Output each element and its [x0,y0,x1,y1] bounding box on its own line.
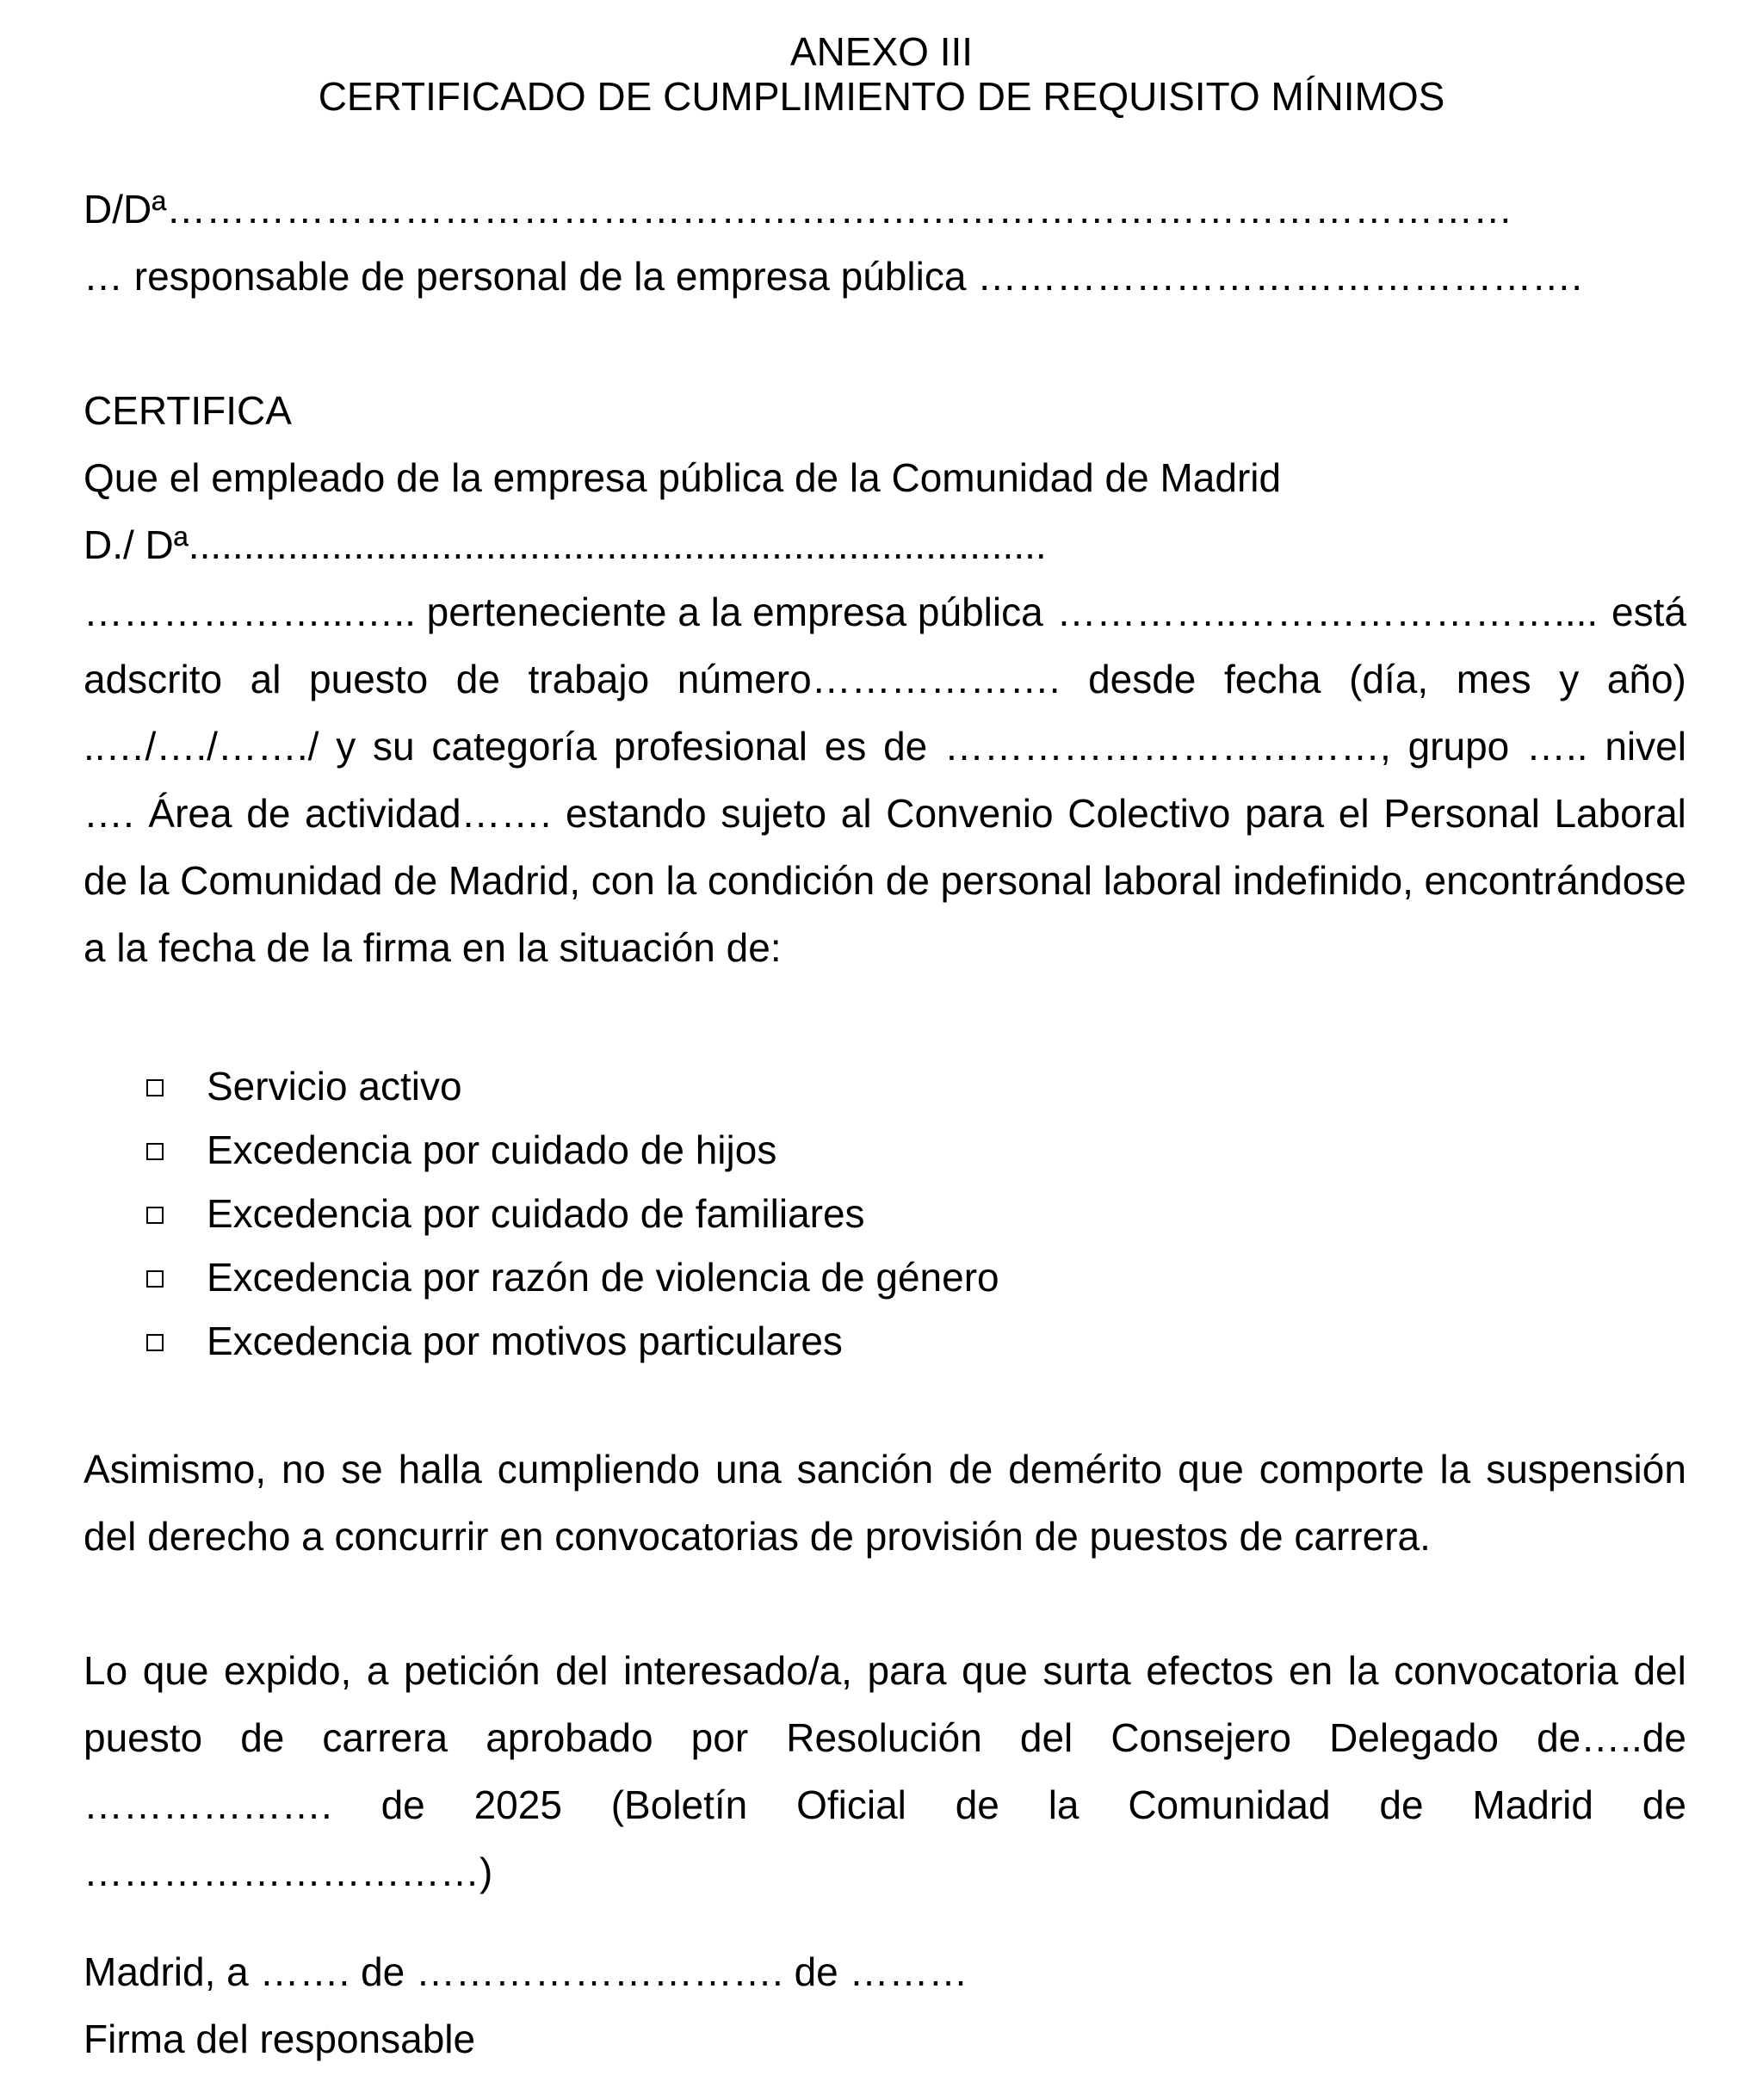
word: petición [403,1648,541,1693]
option-label: Servicio activo [207,1064,462,1109]
word: de [1642,1782,1686,1827]
word: el [1338,791,1370,836]
word: que [1178,1447,1244,1492]
word: Laboral [1554,791,1686,836]
word: ……………………………, [944,724,1391,769]
word: para [867,1648,947,1693]
word: Personal [1383,791,1540,836]
word: del [1019,1715,1073,1760]
body-line-2 [84,645,1686,713]
word: la [1347,1648,1379,1693]
body-line-4 [84,780,1686,847]
word: ….. [1526,724,1588,769]
word: de [455,657,500,701]
word: interesado/a, [623,1648,852,1693]
word: de [380,1782,425,1827]
word: es [824,724,867,769]
word: (día, [1349,657,1429,701]
word: 2025 [473,1782,562,1827]
word: (Boletín [610,1782,748,1827]
checkbox-icon[interactable] [146,1270,164,1288]
word: Asimismo, [84,1447,267,1492]
word: demérito [1008,1447,1163,1492]
word: estando [566,791,707,836]
body-line-5 [84,847,1686,914]
word: Delegado [1329,1715,1499,1760]
option-servicio-activo[interactable] [146,1060,462,1112]
expido-line-3 [84,1771,1686,1838]
word: mes [1456,657,1531,701]
word: Oficial [796,1782,906,1827]
expido-line-4: …………………………) [84,1850,493,1894]
option-label: Excedencia por cuidado de familiares [207,1191,865,1236]
responsible-company-line: … responsable de personal de la empresa pública ………………………………………. [84,254,1582,299]
option-label: Excedencia por razón de violencia de género [207,1255,999,1300]
word: grupo [1407,724,1510,769]
word: categoría [431,724,597,769]
word: para [1245,791,1325,836]
word: y [336,724,356,769]
word: de [240,1715,285,1760]
word: …………..…………………….... [1056,590,1599,634]
word: y [1559,657,1580,701]
word: indefinido, [1233,858,1413,903]
document-title: CERTIFICADO DE CUMPLIMIENTO DE REQUISITO MÍNIMOS [318,74,1445,119]
word: efectos [1146,1648,1274,1693]
word: Resolución [786,1715,982,1760]
word: trabajo [528,657,650,701]
word: al [250,657,281,701]
word: que [142,1648,209,1693]
word: de [84,858,128,903]
certifica-heading: CERTIFICA [84,388,292,433]
word: Consejero [1110,1715,1291,1760]
word: de [393,858,438,903]
body-line-3 [84,713,1686,780]
word: no [281,1447,326,1492]
word: ..…/…./……./ [84,724,319,769]
word: halla [398,1447,482,1492]
body-line-6: a la fecha de la firma en la situación de: [84,925,782,970]
asimismo-line-2: del derecho a concurrir en convocatorias de provisión de puestos de carrera. [84,1514,1431,1559]
word: personal [940,858,1092,903]
option-label: Excedencia por motivos particulares [207,1319,843,1363]
word: que [962,1648,1028,1693]
word: sanción [796,1447,934,1492]
checkbox-icon[interactable] [146,1334,164,1351]
word: su [373,724,415,769]
asimismo-line-1 [84,1436,1686,1503]
word: de [949,1447,993,1492]
expido-line-2 [84,1704,1686,1771]
word: con [591,858,655,903]
word: convocatoria [1394,1648,1618,1693]
checkbox-icon[interactable] [146,1143,164,1160]
annex-heading: ANEXO III [789,29,974,74]
word: Madrid, [448,858,581,903]
word: Madrid [1472,1782,1593,1827]
checkbox-icon[interactable] [146,1079,164,1096]
word: suspensión [1486,1447,1686,1492]
word: la [1439,1447,1471,1492]
option-excedencia-hijos[interactable] [146,1124,776,1176]
word: año) [1606,657,1686,701]
word: una [714,1447,782,1492]
word: fecha [1223,657,1321,701]
expido-line-1 [84,1637,1686,1704]
word: se [341,1447,383,1492]
word: a [366,1648,389,1693]
word: desde [1088,657,1197,701]
word: del [1633,1648,1686,1693]
word: la [665,858,697,903]
word: de [883,724,928,769]
option-excedencia-particulares[interactable] [146,1315,843,1367]
word: de [955,1782,999,1827]
word: laboral [1103,858,1222,903]
word: ………………...….. perteneciente a la empresa pública [84,590,1043,634]
responsible-name-line: D/Dª………………………………………………………………………………………… [84,187,1513,232]
word: número………………. [677,657,1061,701]
word: Convenio [886,791,1054,836]
word: actividad……. [305,791,552,836]
word: por [690,1715,749,1760]
word: puesto [309,657,429,701]
word: …. [84,791,134,836]
word: la [1048,1782,1079,1827]
employee-name-line: D./ Dª.............................................................................. [84,522,1047,567]
word: Área [148,791,232,836]
word: adscrito [84,657,223,701]
word: nivel [1605,724,1686,769]
word: Colectivo [1067,791,1231,836]
word: aprobado [486,1715,653,1760]
word: la [138,858,170,903]
word: Comunidad [1128,1782,1331,1827]
word: ………………. [84,1782,332,1827]
checkbox-icon[interactable] [146,1207,164,1224]
word: de [885,858,930,903]
word: cumpliendo [497,1447,701,1492]
body-line-1 [84,578,1686,645]
word: puesto [84,1715,203,1760]
word: Comunidad [180,858,383,903]
word: del [555,1648,609,1693]
word: en [1289,1648,1333,1693]
word: comporte [1259,1447,1425,1492]
word: surta [1042,1648,1131,1693]
word: de [246,791,291,836]
option-label: Excedencia por cuidado de hijos [207,1127,777,1172]
employee-intro-line: Que el empleado de la empresa pública de la Comunidad de Madrid [84,455,1282,500]
word: condición [707,858,875,903]
word: al [840,791,872,836]
option-excedencia-violencia[interactable] [146,1251,999,1303]
word: de…..de [1537,1715,1686,1760]
word: expido, [223,1648,352,1693]
date-line: Madrid, a ……. de ………………………. de ……… [84,1949,968,1994]
word: sujeto [721,791,827,836]
word: está [1611,590,1686,634]
option-excedencia-familiares[interactable] [146,1188,865,1239]
word: encontrándose [1424,858,1686,903]
word: carrera [322,1715,448,1760]
word: de [1379,1782,1424,1827]
word: Lo [84,1648,128,1693]
signature-label: Firma del responsable [84,2017,476,2061]
word: profesional [613,724,807,769]
